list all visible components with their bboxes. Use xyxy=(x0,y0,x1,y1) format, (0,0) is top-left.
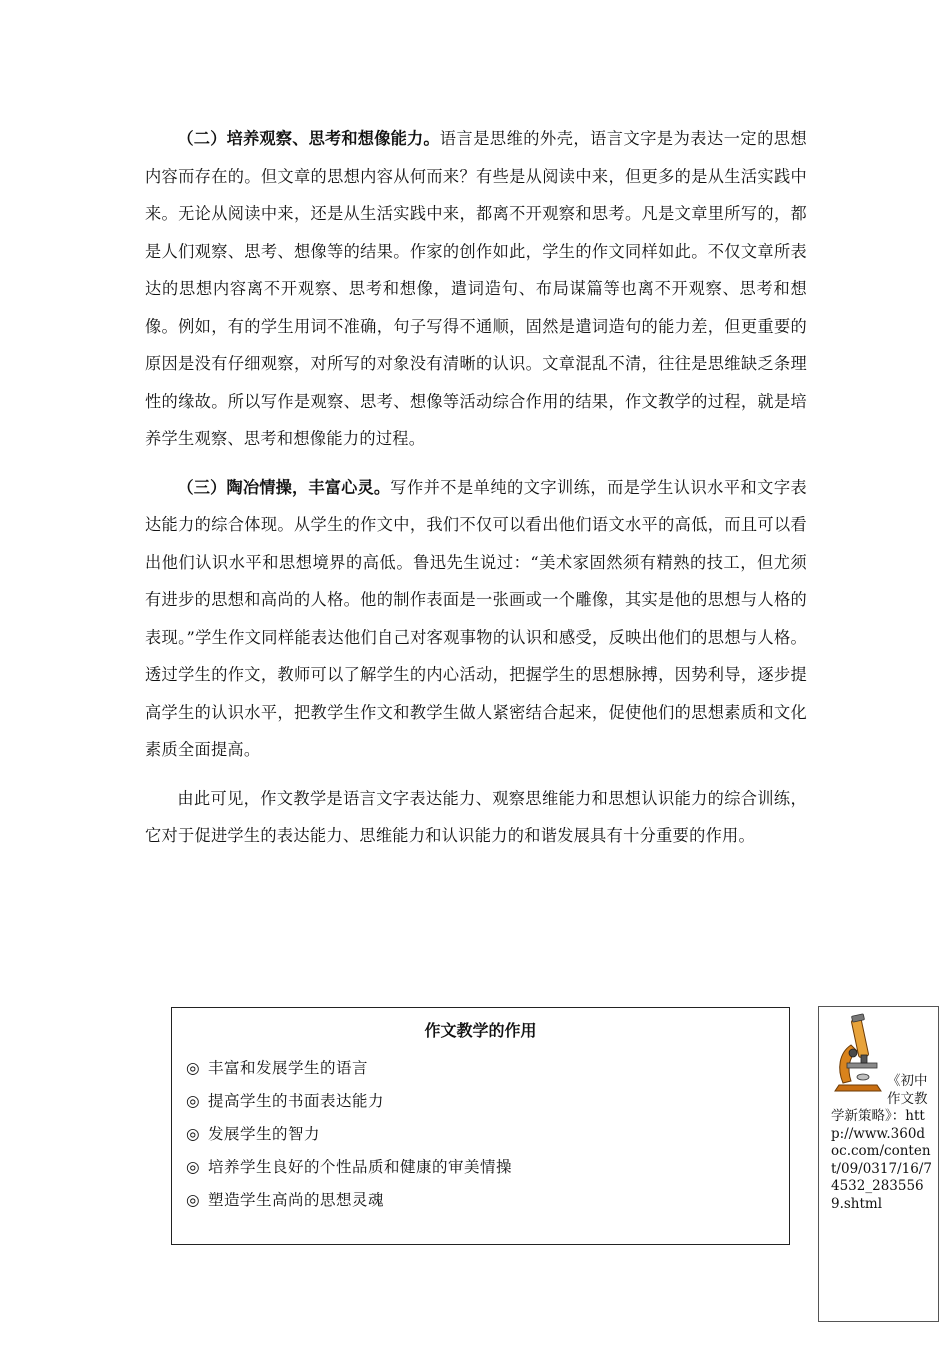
bullet-icon: ◎ xyxy=(186,1092,201,1110)
summary-item-text: 丰富和发展学生的语言 xyxy=(208,1059,369,1077)
bullet-icon: ◎ xyxy=(186,1191,201,1209)
summary-item xyxy=(172,1151,789,1184)
summary-item-text: 发展学生的智力 xyxy=(208,1125,321,1143)
summary-item xyxy=(172,1184,789,1217)
paragraph-heading: （三）陶冶情操，丰富心灵。 xyxy=(177,477,391,497)
microscope-icon xyxy=(833,1013,887,1093)
reference-text: 《初中作文教学新策略》：http://www.360doc.com/content/09/0317/16/74532_2835569.shtml xyxy=(831,1073,932,1212)
bullet-icon: ◎ xyxy=(186,1158,201,1176)
summary-item xyxy=(172,1052,789,1085)
paragraph-body: 语言是思维的外壳，语言文字是为表达一定的思想内容而存在的。但文章的思想内容从何而来？有些是从阅读中来，但更多的是从生活实践中来。无论从阅读中来，还是从生活实践中来，都离不开观察和思考。凡是文章里所写的，都是人们观察、思考、想像等的结果。作家的创作如此，学生的作文同样如此。不仅文章所表达的思想内容离不开观察、思考和想像，遣词造句、布局谋篇等也离不开观察、思考和想像。例如，有的学生用词不准确，句子写得不通顺，固然是遣词造句的能力差，但更重要的原因是没有仔细观察，对所写的对象没有清晰的认识。文章混乱不清，往往是思维缺乏条理性的缘故。所以写作是观察、思考、想像等活动综合作用的结果，作文教学的过程，就是培养学生观察、思考和想像能力的过程。 xyxy=(145,129,807,448)
paragraph-body: 写作并不是单纯的文字训练，而是学生认识水平和文字表达能力的综合体现。从学生的作文中，我们不仅可以看出他们语文水平的高低，而且可以看出他们认识水平和思想境界的高低。鲁迅先生说过：“美术家固然须有精熟的技工，但尤须有进步的思想和高尚的人格。他的制作表面是一张画或一个雕像，其实是他的思想与人格的表现。”学生作文同样能表达他们自己对客观事物的认识和感受，反映出他们的思想与人格。透过学生的作文，教师可以了解学生的内心活动，把握学生的思想脉搏，因势利导，逐步提高学生的认识水平，把教学生作文和教学生做人紧密结合起来，促使他们的思想素质和文化素质全面提高。 xyxy=(145,477,807,759)
reference-box xyxy=(818,1006,939,1322)
paragraph-conclusion xyxy=(145,780,807,855)
summary-item xyxy=(172,1118,789,1151)
paragraph-body: 由此可见，作文教学是语言文字表达能力、观察思维能力和思想认识能力的综合训练，它对于促进学生的表达能力、思维能力和认识能力的和谐发展具有十分重要的作用。 xyxy=(145,788,807,845)
summary-box xyxy=(171,1007,790,1245)
bullet-icon: ◎ xyxy=(186,1059,201,1077)
summary-item-text: 塑造学生高尚的思想灵魂 xyxy=(208,1191,385,1209)
summary-item-text: 培养学生良好的个性品质和健康的审美情操 xyxy=(208,1158,513,1176)
paragraph-heading: （二）培养观察、思考和想像能力。 xyxy=(177,129,440,148)
paragraph-observation xyxy=(145,120,807,458)
summary-item xyxy=(172,1085,789,1118)
bullet-icon: ◎ xyxy=(186,1125,201,1143)
main-text xyxy=(145,120,807,866)
paragraph-sentiment xyxy=(145,469,807,769)
summary-item-text: 提高学生的书面表达能力 xyxy=(208,1092,385,1110)
summary-box-title: 作文教学的作用 xyxy=(424,1021,537,1040)
